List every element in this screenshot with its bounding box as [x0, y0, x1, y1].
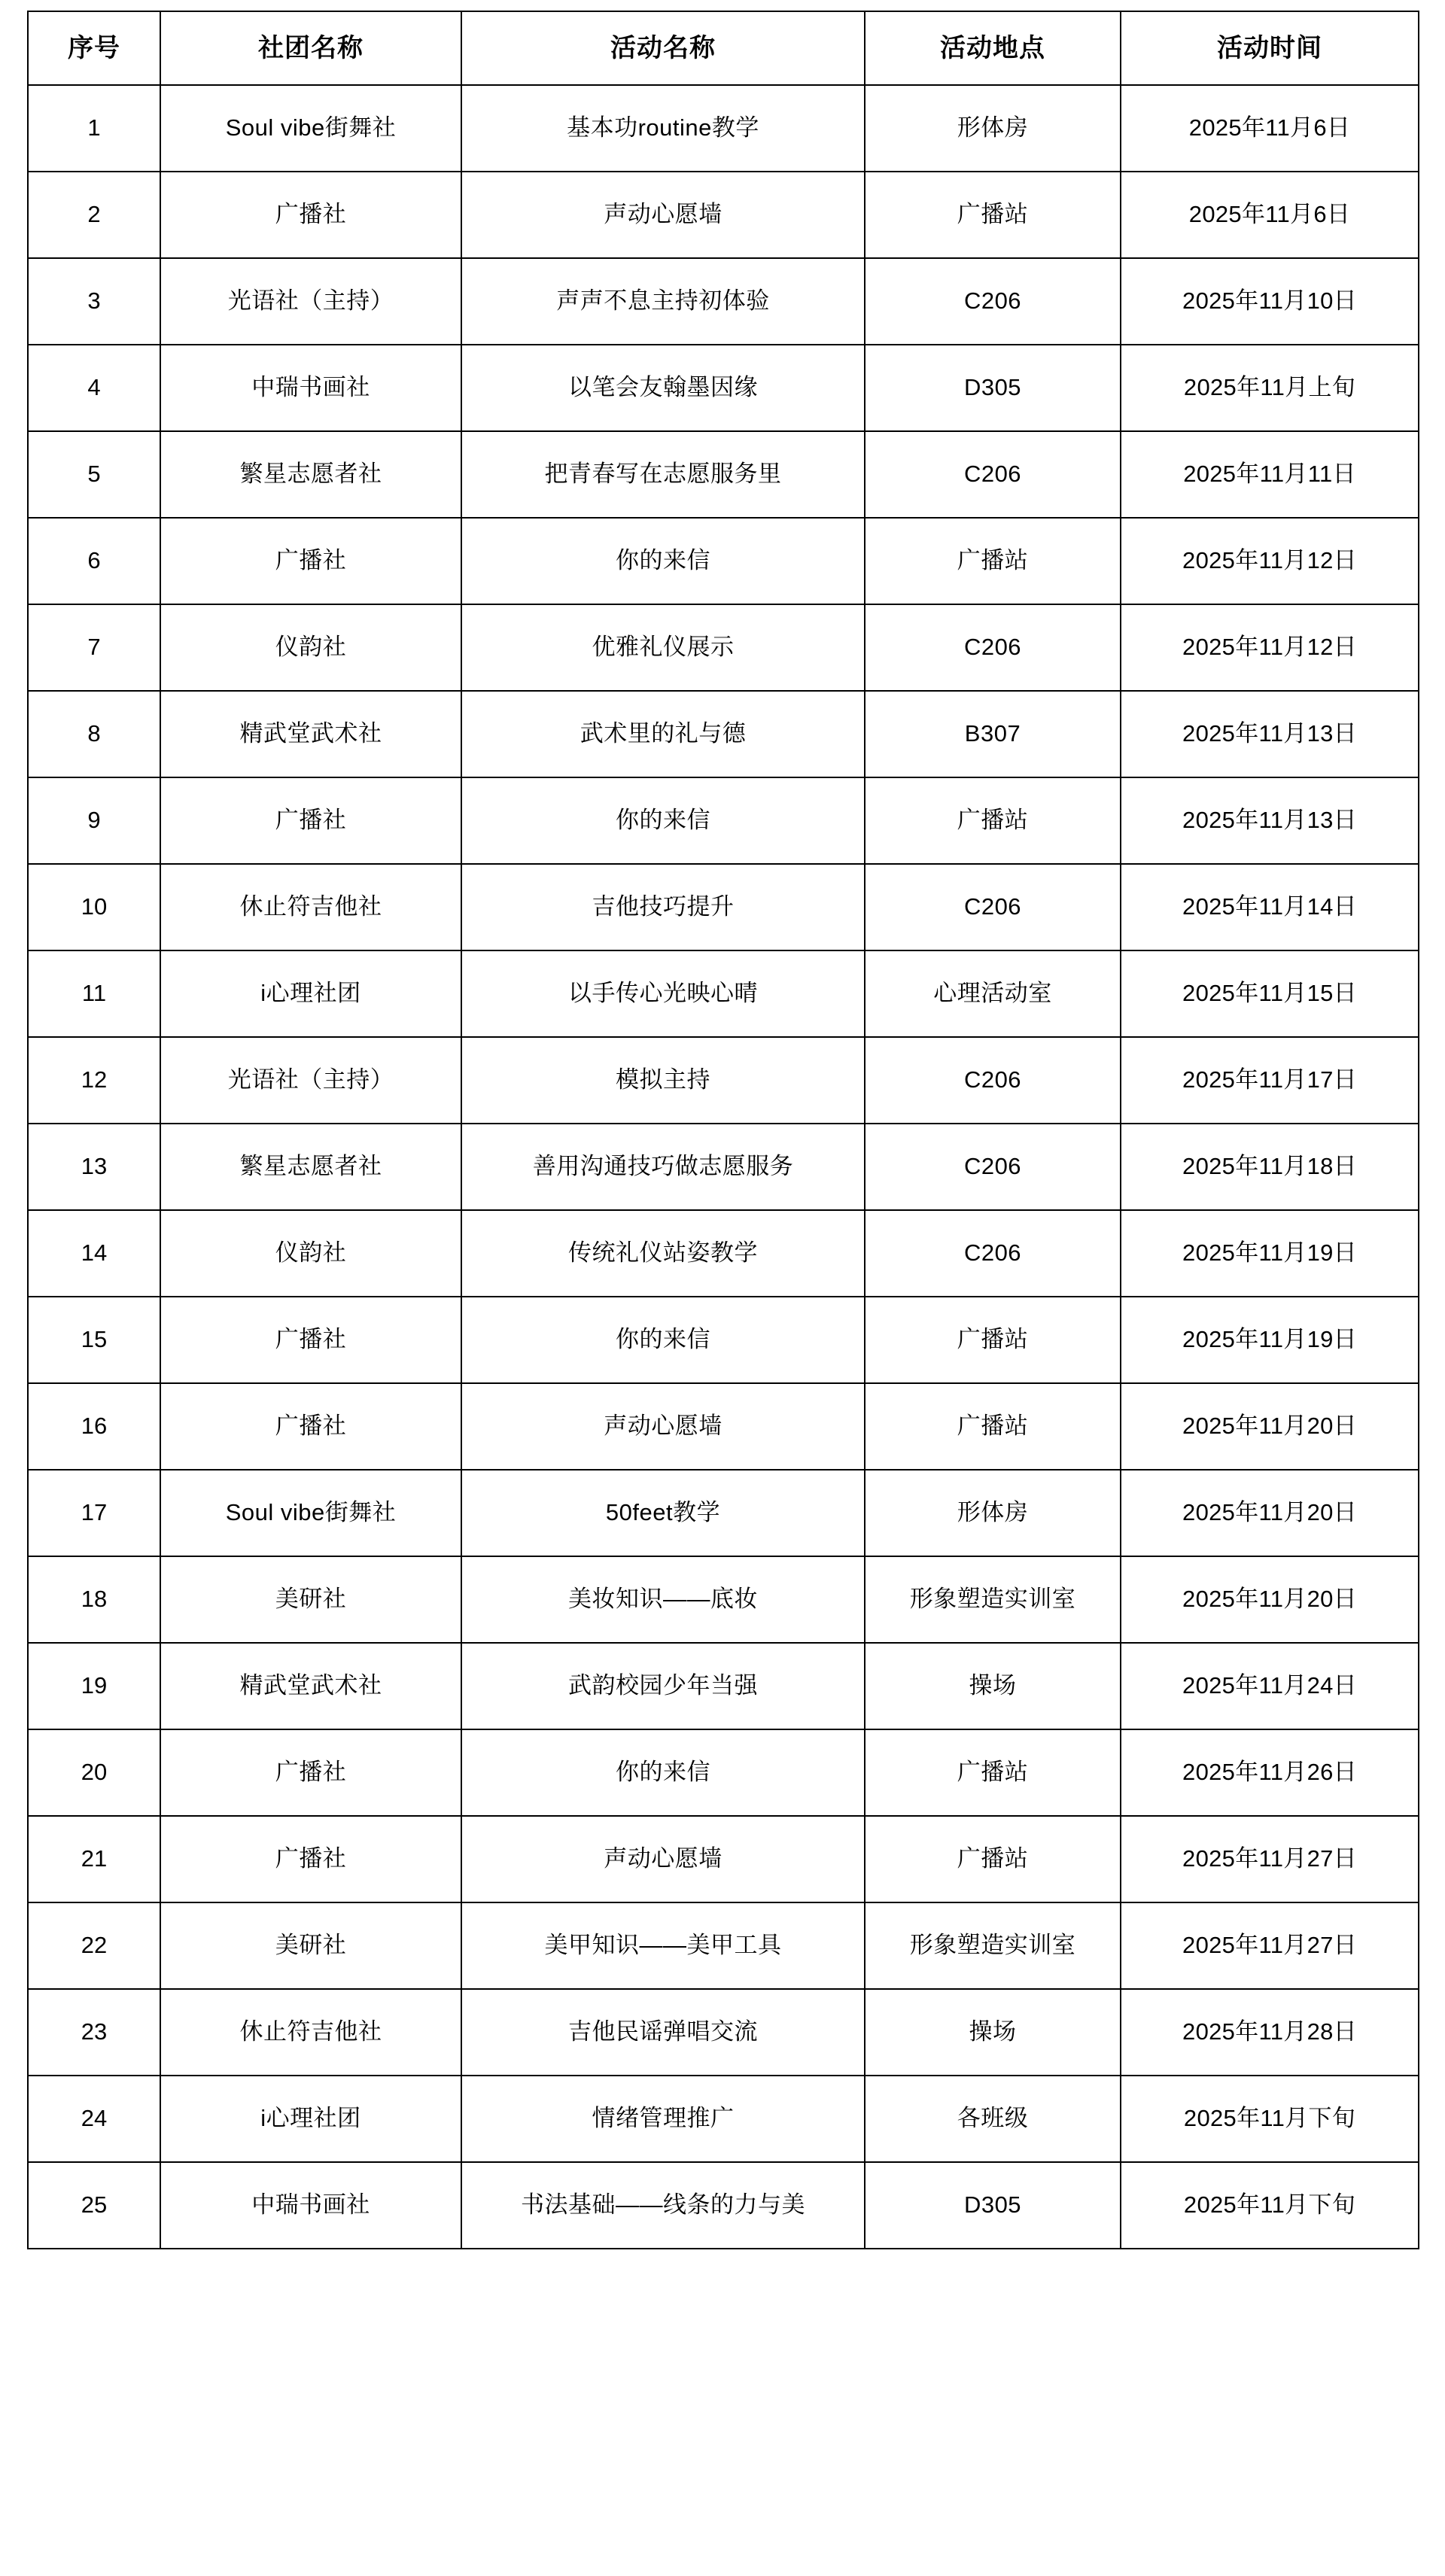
- cell-club-name: 仪韵社: [160, 1210, 461, 1297]
- cell-index: 11: [28, 950, 160, 1037]
- table-row: [28, 1470, 1419, 1556]
- table-row: [28, 1383, 1419, 1470]
- cell-activity-time: 2025年11月12日: [1121, 604, 1419, 691]
- cell-activity-place: 操场: [865, 1989, 1121, 2076]
- cell-activity-place: 形象塑造实训室: [865, 1556, 1121, 1643]
- cell-activity-name: 你的来信: [461, 777, 865, 864]
- cell-index: 1: [28, 85, 160, 172]
- cell-activity-place: 广播站: [865, 518, 1121, 604]
- cell-activity-place: 广播站: [865, 1383, 1121, 1470]
- cell-club-name: 繁星志愿者社: [160, 431, 461, 518]
- cell-activity-time: 2025年11月18日: [1121, 1124, 1419, 1210]
- cell-activity-place: 广播站: [865, 1729, 1121, 1816]
- cell-index: 22: [28, 1902, 160, 1989]
- cell-club-name: 繁星志愿者社: [160, 1124, 461, 1210]
- cell-activity-name: 武术里的礼与德: [461, 691, 865, 777]
- cell-index: 14: [28, 1210, 160, 1297]
- cell-activity-time: 2025年11月19日: [1121, 1210, 1419, 1297]
- cell-activity-place: 操场: [865, 1643, 1121, 1729]
- cell-activity-place: 广播站: [865, 777, 1121, 864]
- cell-activity-name: 吉他民谣弹唱交流: [461, 1989, 865, 2076]
- cell-activity-time: 2025年11月24日: [1121, 1643, 1419, 1729]
- cell-activity-name: 美妆知识——底妆: [461, 1556, 865, 1643]
- cell-club-name: 美研社: [160, 1902, 461, 1989]
- cell-club-name: 广播社: [160, 1383, 461, 1470]
- cell-activity-place: 形体房: [865, 85, 1121, 172]
- table-row: [28, 518, 1419, 604]
- cell-activity-place: C206: [865, 258, 1121, 345]
- cell-club-name: Soul vibe街舞社: [160, 1470, 461, 1556]
- cell-activity-place: C206: [865, 1124, 1121, 1210]
- table-row: [28, 431, 1419, 518]
- cell-index: 7: [28, 604, 160, 691]
- cell-activity-place: C206: [865, 431, 1121, 518]
- cell-activity-name: 你的来信: [461, 1297, 865, 1383]
- table-row: [28, 1816, 1419, 1902]
- table-row: [28, 1297, 1419, 1383]
- table-header-row: [28, 11, 1419, 85]
- cell-activity-time: 2025年11月26日: [1121, 1729, 1419, 1816]
- cell-club-name: 广播社: [160, 1816, 461, 1902]
- cell-activity-place: C206: [865, 864, 1121, 950]
- cell-activity-place: 广播站: [865, 1816, 1121, 1902]
- column-header-activity-name: 活动名称: [461, 11, 865, 85]
- cell-activity-place: B307: [865, 691, 1121, 777]
- cell-activity-time: 2025年11月6日: [1121, 85, 1419, 172]
- cell-activity-time: 2025年11月上旬: [1121, 345, 1419, 431]
- cell-club-name: 光语社（主持）: [160, 1037, 461, 1124]
- cell-index: 3: [28, 258, 160, 345]
- cell-club-name: 精武堂武术社: [160, 691, 461, 777]
- cell-index: 19: [28, 1643, 160, 1729]
- cell-index: 9: [28, 777, 160, 864]
- cell-activity-time: 2025年11月19日: [1121, 1297, 1419, 1383]
- cell-index: 18: [28, 1556, 160, 1643]
- cell-activity-time: 2025年11月28日: [1121, 1989, 1419, 2076]
- cell-club-name: 美研社: [160, 1556, 461, 1643]
- cell-club-name: 广播社: [160, 1297, 461, 1383]
- cell-activity-name: 善用沟通技巧做志愿服务: [461, 1124, 865, 1210]
- table-row: [28, 604, 1419, 691]
- cell-activity-place: 各班级: [865, 2076, 1121, 2162]
- table-row: [28, 258, 1419, 345]
- column-header-activity-place: 活动地点: [865, 11, 1121, 85]
- cell-activity-name: 你的来信: [461, 1729, 865, 1816]
- cell-index: 17: [28, 1470, 160, 1556]
- cell-club-name: 光语社（主持）: [160, 258, 461, 345]
- cell-club-name: 中瑞书画社: [160, 345, 461, 431]
- cell-index: 6: [28, 518, 160, 604]
- cell-index: 10: [28, 864, 160, 950]
- table-row: [28, 172, 1419, 258]
- cell-activity-time: 2025年11月20日: [1121, 1556, 1419, 1643]
- cell-index: 13: [28, 1124, 160, 1210]
- cell-activity-name: 吉他技巧提升: [461, 864, 865, 950]
- cell-index: 8: [28, 691, 160, 777]
- cell-activity-time: 2025年11月27日: [1121, 1816, 1419, 1902]
- table-row: [28, 691, 1419, 777]
- cell-club-name: 休止符吉他社: [160, 864, 461, 950]
- cell-club-name: 广播社: [160, 777, 461, 864]
- table-row: [28, 1989, 1419, 2076]
- cell-activity-time: 2025年11月11日: [1121, 431, 1419, 518]
- table-row: [28, 1037, 1419, 1124]
- cell-activity-time: 2025年11月15日: [1121, 950, 1419, 1037]
- cell-activity-name: 基本功routine教学: [461, 85, 865, 172]
- cell-club-name: i心理社团: [160, 2076, 461, 2162]
- cell-index: 12: [28, 1037, 160, 1124]
- cell-index: 4: [28, 345, 160, 431]
- cell-activity-place: C206: [865, 1037, 1121, 1124]
- cell-activity-name: 声动心愿墙: [461, 1383, 865, 1470]
- table-row: [28, 1729, 1419, 1816]
- cell-activity-time: 2025年11月13日: [1121, 777, 1419, 864]
- table-row: [28, 345, 1419, 431]
- cell-activity-time: 2025年11月12日: [1121, 518, 1419, 604]
- cell-club-name: i心理社团: [160, 950, 461, 1037]
- cell-index: 23: [28, 1989, 160, 2076]
- cell-index: 25: [28, 2162, 160, 2249]
- cell-activity-name: 声动心愿墙: [461, 172, 865, 258]
- cell-club-name: Soul vibe街舞社: [160, 85, 461, 172]
- table-row: [28, 1210, 1419, 1297]
- cell-activity-name: 传统礼仪站姿教学: [461, 1210, 865, 1297]
- cell-activity-place: D305: [865, 345, 1121, 431]
- cell-index: 15: [28, 1297, 160, 1383]
- cell-activity-time: 2025年11月10日: [1121, 258, 1419, 345]
- cell-activity-time: 2025年11月下旬: [1121, 2076, 1419, 2162]
- cell-activity-name: 以手传心光映心晴: [461, 950, 865, 1037]
- table-row: [28, 85, 1419, 172]
- cell-activity-name: 把青春写在志愿服务里: [461, 431, 865, 518]
- table-row: [28, 2076, 1419, 2162]
- cell-activity-name: 优雅礼仪展示: [461, 604, 865, 691]
- cell-activity-name: 你的来信: [461, 518, 865, 604]
- cell-activity-time: 2025年11月下旬: [1121, 2162, 1419, 2249]
- cell-activity-place: D305: [865, 2162, 1121, 2249]
- club-activity-table: [27, 11, 1419, 2249]
- column-header-activity-time: 活动时间: [1121, 11, 1419, 85]
- table-row: [28, 1643, 1419, 1729]
- table-body: [28, 85, 1419, 2249]
- cell-activity-time: 2025年11月13日: [1121, 691, 1419, 777]
- cell-club-name: 精武堂武术社: [160, 1643, 461, 1729]
- cell-activity-time: 2025年11月17日: [1121, 1037, 1419, 1124]
- cell-club-name: 广播社: [160, 172, 461, 258]
- cell-club-name: 仪韵社: [160, 604, 461, 691]
- table-row: [28, 864, 1419, 950]
- column-header-index: 序号: [28, 11, 160, 85]
- cell-activity-name: 声动心愿墙: [461, 1816, 865, 1902]
- cell-club-name: 广播社: [160, 518, 461, 604]
- column-header-club: 社团名称: [160, 11, 461, 85]
- cell-activity-time: 2025年11月20日: [1121, 1470, 1419, 1556]
- table-row: [28, 950, 1419, 1037]
- table-row: [28, 1124, 1419, 1210]
- cell-activity-place: C206: [865, 604, 1121, 691]
- cell-activity-place: 形象塑造实训室: [865, 1902, 1121, 1989]
- cell-activity-time: 2025年11月6日: [1121, 172, 1419, 258]
- cell-index: 21: [28, 1816, 160, 1902]
- cell-index: 2: [28, 172, 160, 258]
- cell-activity-time: 2025年11月20日: [1121, 1383, 1419, 1470]
- cell-activity-place: 广播站: [865, 172, 1121, 258]
- cell-activity-name: 情绪管理推广: [461, 2076, 865, 2162]
- cell-activity-name: 书法基础——线条的力与美: [461, 2162, 865, 2249]
- cell-activity-time: 2025年11月27日: [1121, 1902, 1419, 1989]
- cell-index: 16: [28, 1383, 160, 1470]
- cell-activity-name: 模拟主持: [461, 1037, 865, 1124]
- cell-activity-name: 以笔会友翰墨因缘: [461, 345, 865, 431]
- table-row: [28, 1556, 1419, 1643]
- cell-activity-place: 形体房: [865, 1470, 1121, 1556]
- cell-club-name: 休止符吉他社: [160, 1989, 461, 2076]
- cell-activity-place: 心理活动室: [865, 950, 1121, 1037]
- cell-activity-place: C206: [865, 1210, 1121, 1297]
- cell-activity-time: 2025年11月14日: [1121, 864, 1419, 950]
- cell-index: 24: [28, 2076, 160, 2162]
- cell-activity-name: 武韵校园少年当强: [461, 1643, 865, 1729]
- table-row: [28, 1902, 1419, 1989]
- cell-activity-place: 广播站: [865, 1297, 1121, 1383]
- table-row: [28, 2162, 1419, 2249]
- cell-activity-name: 50feet教学: [461, 1470, 865, 1556]
- cell-index: 20: [28, 1729, 160, 1816]
- cell-club-name: 广播社: [160, 1729, 461, 1816]
- table-header: [28, 11, 1419, 85]
- cell-activity-name: 声声不息主持初体验: [461, 258, 865, 345]
- table-row: [28, 777, 1419, 864]
- cell-index: 5: [28, 431, 160, 518]
- cell-club-name: 中瑞书画社: [160, 2162, 461, 2249]
- cell-activity-name: 美甲知识——美甲工具: [461, 1902, 865, 1989]
